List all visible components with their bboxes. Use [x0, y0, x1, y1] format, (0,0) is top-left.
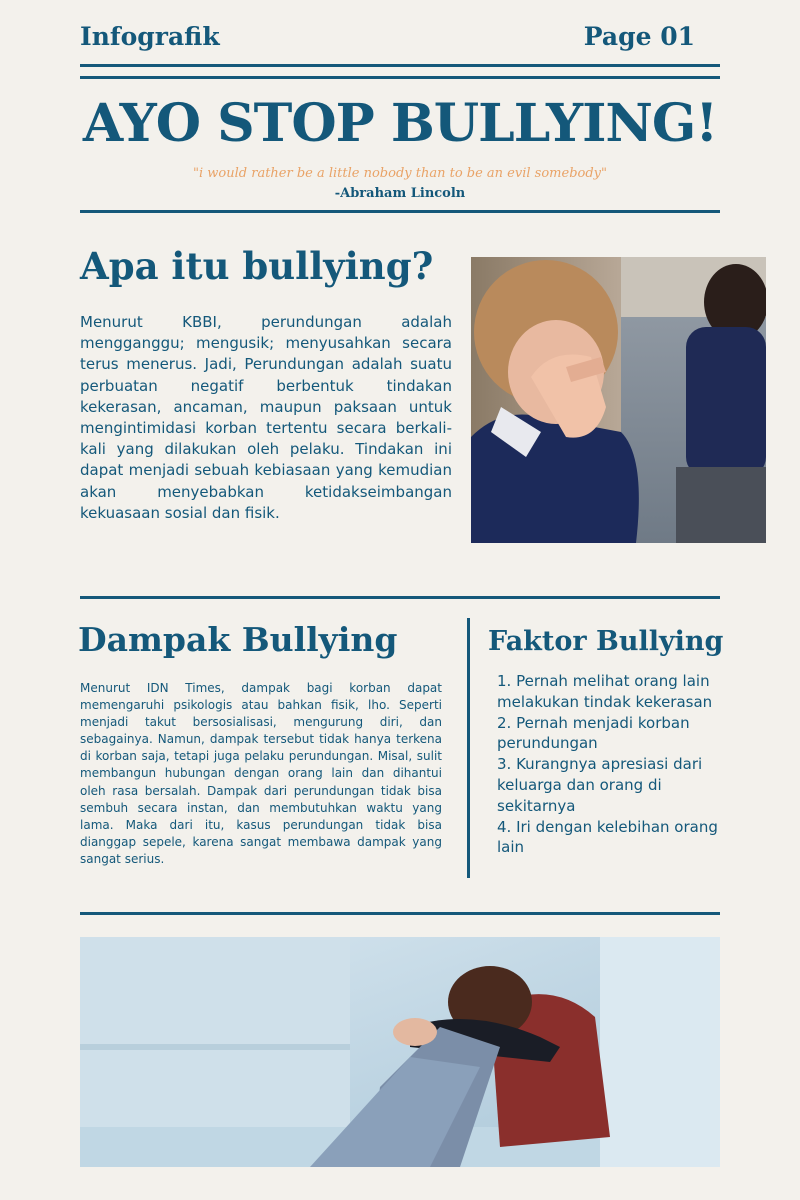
photo-crying-girl — [471, 257, 766, 543]
bottom-divider — [80, 912, 720, 915]
title-divider — [80, 210, 720, 213]
column-divider — [467, 618, 470, 878]
list-item: 2. Pernah menjadi korban perundungan — [497, 713, 690, 753]
section-body-dampak-bullying: Menurut IDN Times, dampak bagi korban dapat memengaruhi psikologis atau bahkan fisik, lho. Seperti menjadi takut bersosialisasi, mengurung diri, dan sebagainya. Namun, dampak tersebut tidak hanya terkena di korban saja, tetapi juga pelaku perundungan. Misal, sulit membangun hubungan dengan orang lain dan dihantui oleh rasa bersalah. Dampak dari perundungan tidak bisa sembuh secara instan, dan membutuhkan waktu yang lama. Maka dari itu, kasus perundungan tidak bisa dianggap sepele, karena sangat membawa dampak yang sangat serius. — [80, 681, 442, 866]
photo-sad-boy — [80, 937, 720, 1167]
factor-list — [497, 671, 727, 858]
top-divider-1 — [80, 64, 720, 67]
quote-text: "i would rather be a little nobody than to be an evil somebody" — [193, 166, 607, 181]
page-number: Page 01 — [583, 22, 695, 51]
list-item: 4. Iri dengan kelebihan orang lain — [497, 817, 718, 857]
section-title-faktor-bullying: Faktor Bullying — [488, 626, 724, 657]
list-item: 3. Kurangnya apresiasi dari keluarga dan orang di sekitarnya — [497, 755, 703, 815]
section-title-apa-itu-bullying: Apa itu bullying? — [80, 244, 434, 288]
top-divider-2 — [80, 76, 720, 79]
page-title: AYO STOP BULLYING! — [82, 93, 718, 154]
list-item: 1. Pernah melihat orang lain melakukan tindak kekerasan — [497, 672, 713, 711]
section-body-apa-itu-bullying: Menurut KBBI, perundungan adalah mengganggu; mengusik; menyusahkan secara terus menerus. Jadi, Perundungan adalah suatu perbuatan negatif berbentuk tindakan kekerasan, ancaman, maupun paksaan untuk mengintimidasi korban tertentu secara berkali-kali yang dilakukan oleh pelaku. Tindakan ini dapat menjadi sebuah kebiasaan yang kemudian akan menyebabkan ketidakseimbangan kekuasaan sosial dan fisik. — [80, 313, 452, 522]
quote-author: -Abraham Lincoln — [334, 186, 466, 201]
middle-divider — [80, 596, 720, 599]
section-title-dampak-bullying: Dampak Bullying — [78, 620, 398, 659]
header-label-infografik: Infografik — [80, 22, 220, 51]
